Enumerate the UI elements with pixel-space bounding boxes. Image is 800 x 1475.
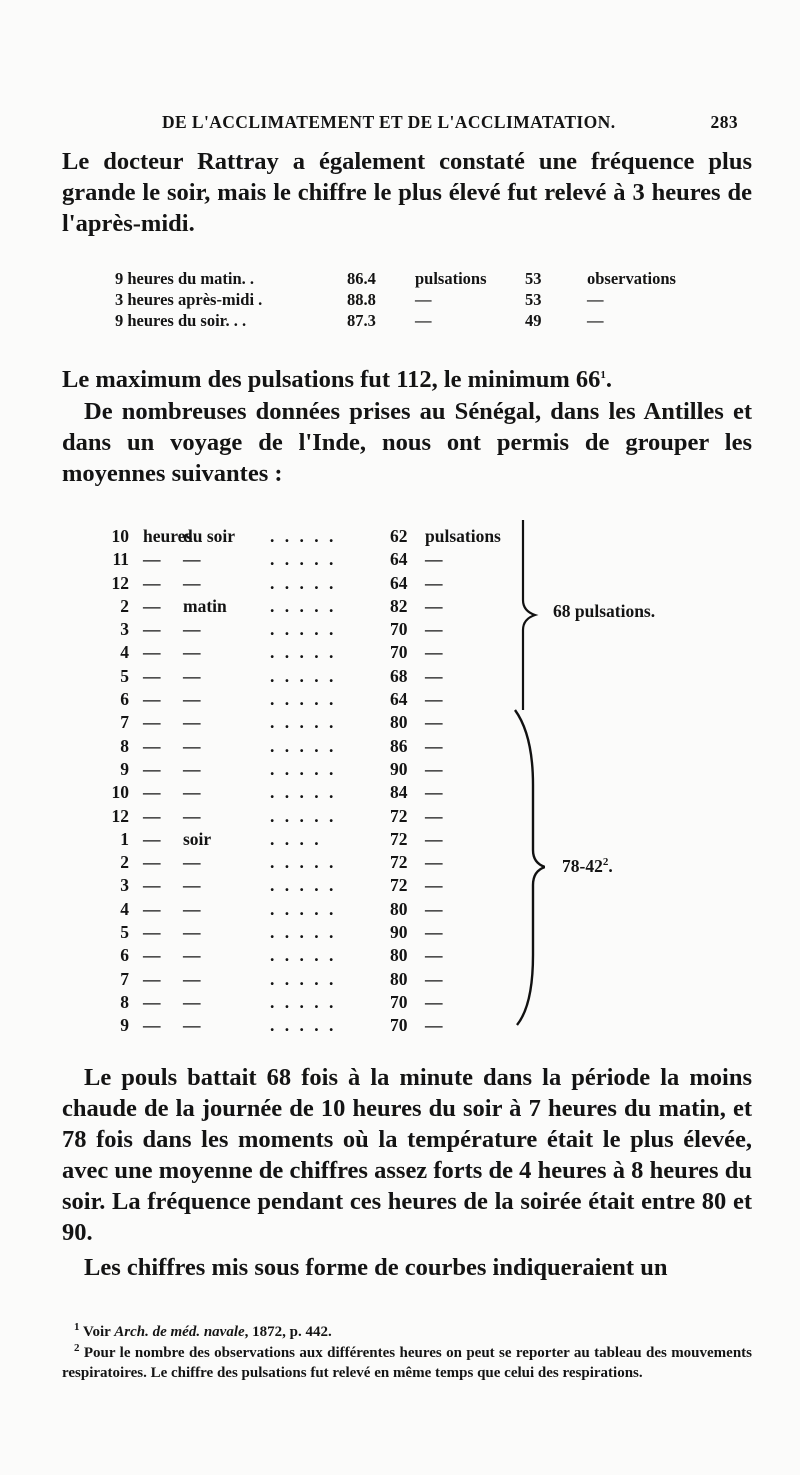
page-number: 283 [710,112,738,132]
pulse-cell-unit: — [425,735,443,756]
pulse-cell-unit: — [425,968,443,989]
pulse-cell-value: 72 [390,805,408,826]
pulse-cell-d1: — [143,875,161,896]
pulse-table-row [105,641,525,664]
pulse-cell-unit: — [425,991,443,1012]
pulse-cell-value: 80 [390,968,408,989]
pulse-cell-value: 82 [390,595,408,616]
footnote-1-pre: Voir [82,1324,115,1340]
pulse-cell-d1: — [143,758,161,779]
pulse-cell-hour: 7 [120,712,129,733]
summary-cell-obs-unit: observations [587,269,676,288]
pulse-cell-dots: . . . . [270,828,322,849]
pulse-cell-d1: — [143,712,161,733]
pulse-cell-hour: 9 [120,758,129,779]
pulse-table-row [105,851,525,874]
pulse-cell-value: 70 [390,642,408,663]
pulse-table-row [105,525,525,548]
pulse-cell-mid: — [183,758,201,779]
pulse-cell-mid: — [183,689,201,710]
pulse-table-row [105,618,525,641]
footnote-2-mark: 2 [74,1341,80,1354]
pulse-cell-mid: — [183,875,201,896]
pulse-cell-value: 70 [390,991,408,1012]
pulse-cell-d1: — [143,782,161,803]
pulse-cell-value: 90 [390,758,408,779]
pulse-cell-unit: — [425,875,443,896]
pulse-cell-dots: . . . . . [270,689,337,710]
pulse-cell-value: 70 [390,619,408,640]
pulse-cell-d1: — [143,642,161,663]
summary-cell-obs: 49 [525,311,542,330]
pulse-cell-dots: . . . . . [270,805,337,826]
pulse-cell-value: 86 [390,735,408,756]
pulse-cell-mid: — [183,619,201,640]
pulse-cell-value: 70 [390,1015,408,1036]
pulse-cell-value: 64 [390,689,408,710]
pulse-cell-hour: 6 [120,945,129,966]
summary-table-row [115,268,675,289]
pulse-cell-d1: — [143,735,161,756]
pulse-cell-unit: — [425,922,443,943]
pulse-table-row [105,805,525,828]
pulse-cell-d1: — [143,922,161,943]
pulse-cell-hour: 4 [120,898,129,919]
pulse-cell-hour: 12 [111,805,129,826]
pulse-cell-d1: — [143,828,161,849]
pulse-cell-unit: — [425,619,443,640]
pulse-cell-dots: . . . . . [270,875,337,896]
pulse-cell-dots: . . . . . [270,572,337,593]
pulse-cell-unit: — [425,805,443,826]
pulse-cell-unit: — [425,642,443,663]
group-2-value: 78-42 [562,856,603,876]
pulse-cell-hour: 10 [111,526,129,546]
pulse-table-row [105,572,525,595]
pulse-cell-dots: . . . . . [270,968,337,989]
running-header [60,112,740,138]
pulse-cell-unit: pulsations [425,526,501,546]
pulse-cell-d1: — [143,945,161,966]
paragraph-1: Le docteur Rattray a également constaté une fréquence plus grande le soir, mais le chiffre le plus élevé fut relevé à 3 heures de l'après-midi. [62,148,752,237]
pulse-cell-hour: 8 [120,735,129,756]
pulse-cell-hour: 2 [120,852,129,873]
pulse-cell-dots: . . . . . [270,945,337,966]
pulse-cell-value: 80 [390,712,408,733]
pulse-cell-mid: — [183,735,201,756]
pulse-cell-unit: — [425,1015,443,1036]
pulse-cell-dots: . . . . . [270,642,337,663]
summary-cell-unit: pulsations [415,269,487,288]
pulse-cell-hour: 12 [111,572,129,593]
pulse-table-row [105,688,525,711]
pulse-cell-d1: — [143,572,161,593]
pulse-cell-hour: 7 [120,968,129,989]
pulse-table-row [105,944,525,967]
pulse-cell-unit: — [425,595,443,616]
pulse-cell-hour: 2 [120,595,129,616]
pulse-table-row [105,1014,525,1037]
footnote-2-text: Pour le nombre des observations aux différentes heures on peut se reporter au tableau des mouvements respiratoires. Le chiffre des pulsations fut relevé en même temps que celui des respirations. [62,1344,753,1381]
summary-cell-obs-unit: — [587,311,604,330]
pulse-cell-d1: — [143,991,161,1012]
pulse-cell-hour: 4 [120,642,129,663]
pulse-cell-value: 84 [390,782,408,803]
pulse-cell-hour: 8 [120,991,129,1012]
pulse-table-row [105,921,525,944]
pulse-cell-mid: — [183,712,201,733]
pulse-cell-dots: . . . . . [270,758,337,779]
summary-table-row [115,310,675,331]
group-2-label [562,856,613,877]
pulse-cell-mid: — [183,991,201,1012]
pulse-cell-value: 64 [390,572,408,593]
pulse-table-row [105,968,525,991]
pulse-table-row [105,898,525,921]
pulse-cell-dots: . . . . . [270,898,337,919]
summary-cell-obs: 53 [525,269,542,288]
pulse-cell-hour: 10 [111,782,129,803]
paragraph-2-text: Le maximum des pulsations fut 112, le minimum 66 [62,366,601,393]
pulse-cell-hour: 6 [120,689,129,710]
paragraph-3: De nombreuses données prises au Sénégal, dans les Antilles et dans un voyage de l'Inde, nous ont permis de grouper les moyennes suivantes : [62,398,752,487]
pulse-cell-mid: — [183,642,201,663]
pulse-cell-value: 62 [390,526,408,546]
pulse-cell-unit: — [425,758,443,779]
pulse-cell-mid: — [183,945,201,966]
pulse-table-row [105,665,525,688]
pulse-cell-mid: — [183,782,201,803]
pulse-cell-dots: . . . . . [270,1015,337,1036]
pulse-cell-unit: — [425,712,443,733]
footnote-1-post: , 1872, p. 442. [244,1324,332,1340]
pulse-cell-dots: . . . . . [270,665,337,686]
pulse-cell-hour: 5 [120,665,129,686]
pulse-cell-value: 72 [390,875,408,896]
pulse-cell-mid: du soir [183,526,236,546]
group-1-label: 68 pulsations. [553,601,656,621]
pulse-cell-unit: — [425,782,443,803]
pulse-cell-unit: — [425,852,443,873]
pulse-cell-mid: — [183,922,201,943]
pulse-cell-dots: . . . . . [270,852,337,873]
pulse-cell-hour: 9 [120,1015,129,1036]
pulse-cell-dots: . . . . . [270,712,337,733]
summary-table [115,268,675,331]
footnote-ref-1: 1 [600,368,606,381]
pulse-cell-unit: — [425,828,443,849]
paragraph-2-end: . [605,366,612,393]
pulse-cell-d1: — [143,968,161,989]
header-title: DE L'ACCLIMATEMENT ET DE L'ACCLIMATATION. [162,112,616,132]
pulse-cell-dots: . . . . . [270,595,337,616]
pulse-cell-unit: — [425,572,443,593]
summary-cell-time: 9 heures du soir. . . [115,311,247,330]
pulse-cell-d1: — [143,852,161,873]
group-2-end: . [608,856,613,876]
group-1-brace [505,515,545,715]
summary-table-row [115,289,675,310]
pulse-cell-d1: — [143,619,161,640]
pulse-cell-value: 80 [390,945,408,966]
summary-cell-unit: — [415,311,432,330]
pulse-table-row [105,735,525,758]
pulse-cell-d1: — [143,1015,161,1036]
pulse-cell-d1: — [143,805,161,826]
pulse-table-row [105,828,525,851]
footnote-ref-2: 2 [602,856,609,869]
pulse-table-row [105,548,525,571]
pulse-cell-mid: — [183,572,201,593]
pulse-cell-dots: . . . . . [270,619,337,640]
pulse-cell-mid: soir [183,828,212,849]
pulse-table-row [105,781,525,804]
summary-cell-value: 87.3 [347,311,376,330]
pulse-cell-mid: — [183,1015,201,1036]
pulse-cell-mid: — [183,549,201,570]
pulse-cell-value: 72 [390,852,408,873]
summary-cell-unit: — [415,290,432,309]
summary-cell-obs-unit: — [587,290,604,309]
pulse-cell-unit: — [425,549,443,570]
pulse-cell-hour: 5 [120,922,129,943]
pulse-cell-dots: . . . . . [270,526,337,546]
pulse-cell-dots: . . . . . [270,922,337,943]
footnote-1-mark: 1 [74,1321,80,1333]
group-2-brace [505,705,545,1030]
pulse-cell-unit: — [425,898,443,919]
pulse-cell-d1: — [143,665,161,686]
pulse-cell-value: 90 [390,922,408,943]
pulse-cell-value: 64 [390,549,408,570]
pulse-cell-hour: 11 [112,549,129,570]
pulse-table-row [105,711,525,734]
pulse-cell-value: 80 [390,898,408,919]
pulse-table-row [105,874,525,897]
summary-cell-time: 3 heures après-midi . [115,290,263,309]
pulse-cell-d1: — [143,595,161,616]
footnote-1 [62,1322,752,1343]
summary-cell-obs: 53 [525,290,542,309]
footnote-1-source: Arch. de méd. navale [114,1324,245,1340]
paragraph-4: Le pouls battait 68 fois à la minute dans la période la moins chaude de la journée de 10 heures du soir à 7 heures du matin, et 78 fois dans les moments où la température était le plus élevée, avec une moyenne de chiffres assez forts de 4 heures à 8 heures du soir. La fréquence pendant ces heures de la soirée était entre 80 et 90. [62,1064,752,1246]
pulse-cell-dots: . . . . . [270,782,337,803]
pulse-cell-mid: — [183,898,201,919]
pulse-cell-dots: . . . . . [270,735,337,756]
pulse-cell-value: 72 [390,828,408,849]
pulse-cell-unit: — [425,665,443,686]
pulse-cell-mid: — [183,665,201,686]
pulse-cell-mid: matin [183,595,227,616]
pulse-table-row [105,991,525,1014]
pulse-cell-d1: — [143,689,161,710]
pulse-table-row [105,595,525,618]
pulse-cell-d1: heures [143,526,193,546]
paragraph-5: Les chiffres mis sous forme de courbes indiqueraient un [84,1254,668,1281]
summary-cell-value: 88.8 [347,290,376,309]
pulse-cell-unit: — [425,945,443,966]
pulse-cell-dots: . . . . . [270,549,337,570]
pulse-table [105,525,525,1038]
pulse-cell-d1: — [143,898,161,919]
summary-cell-value: 86.4 [347,269,376,288]
footnotes [62,1322,752,1384]
pulse-cell-hour: 3 [120,875,129,896]
pulse-cell-dots: . . . . . [270,991,337,1012]
pulse-table-row [105,758,525,781]
pulse-cell-unit: — [425,689,443,710]
pulse-cell-hour: 3 [120,619,129,640]
summary-cell-time: 9 heures du matin. . [115,269,255,288]
pulse-cell-mid: — [183,805,201,826]
pulse-cell-d1: — [143,549,161,570]
pulse-cell-mid: — [183,852,201,873]
pulse-cell-value: 68 [390,665,408,686]
pulse-cell-hour: 1 [120,828,129,849]
footnote-2 [62,1343,752,1384]
pulse-cell-mid: — [183,968,201,989]
paragraph-2 [62,364,752,395]
